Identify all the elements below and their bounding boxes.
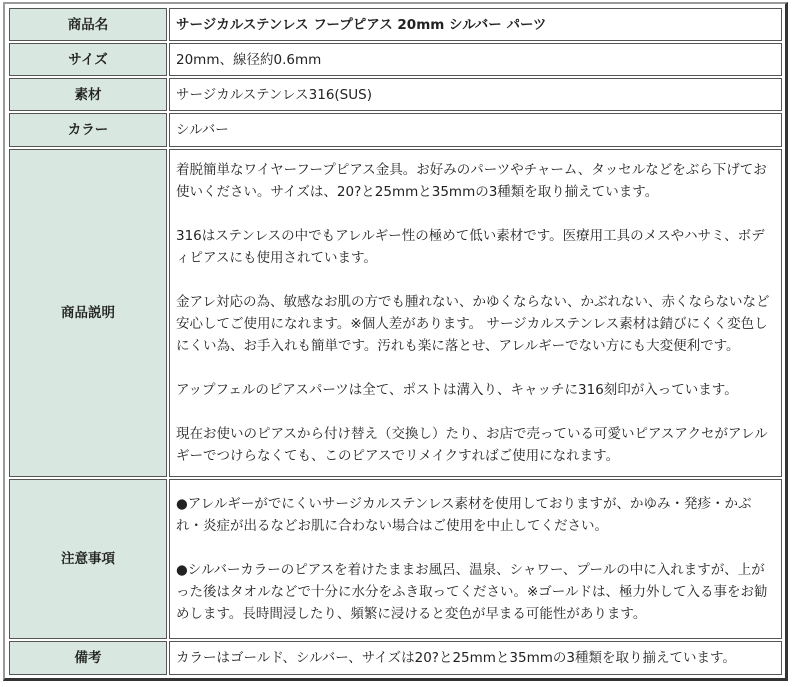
row-size xyxy=(9,43,782,76)
value-material: サージカルステンレス316(SUS) xyxy=(169,78,782,111)
label-size: サイズ xyxy=(9,43,167,76)
product-spec-frame xyxy=(3,2,788,681)
label-color: カラー xyxy=(9,113,167,147)
value-color: シルバー xyxy=(169,113,782,147)
label-description: 商品説明 xyxy=(9,149,167,477)
description-paragraph: 316はステンレスの中でもアレルギー性の極めて低い素材です。医療用工具のメスやハサミ、ボディピアスにも使用されています。 xyxy=(176,228,765,266)
caution-paragraph: ●シルバーカラーのピアスを着けたままお風呂、温泉、シャワー、プールの中に入れますが、上がった後はタオルなどで十分に水分をふき取ってください。※ゴールドは、極力外して入る事をお勧めします。長時間浸したり、頻繁に浸けると変色が早まる可能性があります。 xyxy=(176,562,768,622)
value-notes: カラーはゴールド、シルバー、サイズは20?と25mmと35mmの3種類を取り揃えています。 xyxy=(169,641,782,675)
row-product-name xyxy=(9,8,782,41)
description-paragraph: アップフェルのピアスパーツは全て、ポストは溝入り、キャッチに316刻印が入っています。 xyxy=(176,382,738,398)
value-product-name: サージカルステンレス フープピアス 20mm シルバー パーツ xyxy=(169,8,782,41)
caution-paragraph: ●アレルギーがでにくいサージカルステンレス素材を使用しておりますが、かゆみ・発疹・かぶれ・炎症が出るなどお肌に合わない場合はご使用を中止してください。 xyxy=(176,496,752,534)
description-paragraph: 現在お使いのピアスから付け替え（交換し）たり、お店で売っている可愛いピアスアクセがアレルギーでつけらなくても、このピアスでリメイクすればご使用になれます。 xyxy=(176,426,768,464)
label-product-name: 商品名 xyxy=(9,8,167,41)
row-material xyxy=(9,78,782,111)
row-description xyxy=(9,149,782,477)
value-description xyxy=(169,149,782,477)
product-spec-table xyxy=(7,6,784,677)
value-size: 20mm、線径約0.6mm xyxy=(169,43,782,76)
label-material: 素材 xyxy=(9,78,167,111)
value-cautions xyxy=(169,479,782,639)
row-cautions xyxy=(9,479,782,639)
label-cautions: 注意事項 xyxy=(9,479,167,639)
description-paragraph: 着脱簡単なワイヤーフープピアス金具。お好みのパーツやチャーム、タッセルなどをぶら下げてお使いください。サイズは、20?と25mmと35mmの3種類を取り揃えています。 xyxy=(176,162,767,200)
row-color xyxy=(9,113,782,147)
description-paragraph: 金アレ対応の為、敏感なお肌の方でも腫れない、かゆくならない、かぶれない、赤くならないなど安心してご使用になれます。※個人差があります。 サージカルステンレス素材は錆びにくく変色しにくい為、お手入れも簡単です。汚れも楽に落とせ、アレルギーでない方にも大変便利です。 xyxy=(176,294,770,354)
row-notes xyxy=(9,641,782,675)
label-notes: 備考 xyxy=(9,641,167,675)
